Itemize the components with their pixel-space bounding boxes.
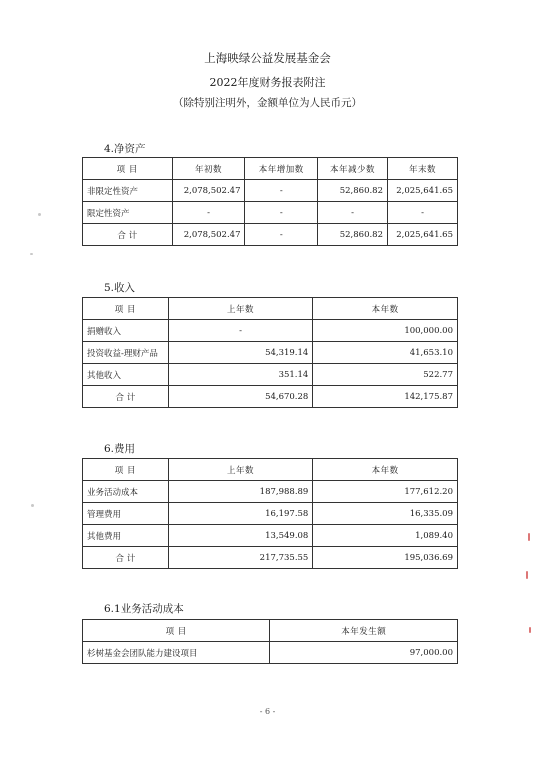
section-net-assets-label: 4.净资产 [104, 143, 146, 155]
table-cell: 187,988.89 [168, 481, 313, 503]
table-cell: 13,549.08 [168, 525, 313, 547]
table-cell: 16,335.09 [313, 503, 458, 525]
column-header: 本年数 [313, 459, 458, 481]
table-cell: 195,036.69 [313, 547, 458, 569]
table-cell: - [245, 180, 318, 202]
table-cell: 100,000.00 [313, 320, 458, 342]
table-cell: 217,735.55 [168, 547, 313, 569]
scan-speck [38, 213, 41, 216]
table-cell: 41,653.10 [313, 342, 458, 364]
column-header: 本年发生额 [270, 620, 458, 642]
table-cell: 351.14 [168, 364, 313, 386]
table-cell: 97,000.00 [270, 642, 458, 664]
row-label: 其他收入 [83, 364, 169, 386]
table-cell: - [318, 202, 388, 224]
red-edge-mark [529, 627, 531, 633]
table-row [83, 525, 458, 547]
income-table [82, 297, 458, 408]
currency-note: （除特别注明外，金额单位为人民币元） [173, 97, 362, 109]
table-cell: - [388, 202, 458, 224]
row-label: 捐赠收入 [83, 320, 169, 342]
row-label: 杉树基金会团队能力建设项目 [83, 642, 270, 664]
total-row [83, 224, 458, 246]
table-header-row [83, 620, 458, 642]
section-expenses-label: 6.费用 [104, 443, 136, 455]
column-header: 项 目 [83, 459, 169, 481]
red-edge-mark [526, 571, 528, 579]
table-row [83, 180, 458, 202]
expenses-table [82, 458, 458, 569]
row-label: 非限定性资产 [83, 180, 173, 202]
column-header: 本年减少数 [318, 158, 388, 180]
table-cell: 2,078,502.47 [172, 180, 245, 202]
table-row [83, 202, 458, 224]
report-title: 2022年度财务报表附注 [209, 76, 326, 89]
table-header-row [83, 298, 458, 320]
column-header: 本年增加数 [245, 158, 318, 180]
table-cell: 2,078,502.47 [172, 224, 245, 246]
row-label: 业务活动成本 [83, 481, 169, 503]
column-header: 上年数 [168, 298, 313, 320]
table-cell: - [245, 224, 318, 246]
section-business-cost-label: 6.1业务活动成本 [104, 603, 184, 615]
column-header: 本年数 [313, 298, 458, 320]
column-header: 项 目 [83, 298, 169, 320]
page-number: - 6 - [259, 707, 276, 716]
table-cell: 52,860.82 [318, 180, 388, 202]
total-row [83, 386, 458, 408]
table-cell: 54,670.28 [168, 386, 313, 408]
table-row [83, 503, 458, 525]
table-cell: 54,319.14 [168, 342, 313, 364]
red-edge-mark [528, 533, 530, 541]
table-row [83, 364, 458, 386]
column-header: 年末数 [388, 158, 458, 180]
scan-speck [30, 253, 33, 255]
column-header: 年初数 [172, 158, 245, 180]
table-row [83, 642, 458, 664]
table-cell: 1,089.40 [313, 525, 458, 547]
business-cost-table [82, 619, 458, 664]
table-row [83, 481, 458, 503]
row-label: 合 计 [83, 547, 169, 569]
table-cell: - [172, 202, 245, 224]
net-assets-table [82, 157, 458, 246]
table-cell: - [245, 202, 318, 224]
organization-title: 上海映绿公益发展基金会 [204, 51, 331, 65]
row-label: 投资收益-理财产品 [83, 342, 169, 364]
table-cell: 142,175.87 [313, 386, 458, 408]
total-row [83, 547, 458, 569]
table-cell: 2,025,641.65 [388, 180, 458, 202]
table-cell: 52,860.82 [318, 224, 388, 246]
row-label: 合 计 [83, 224, 173, 246]
table-cell: 522.77 [313, 364, 458, 386]
table-header-row [83, 158, 458, 180]
table-row [83, 342, 458, 364]
table-row [83, 320, 458, 342]
table-cell: 177,612.20 [313, 481, 458, 503]
table-cell: 2,025,641.65 [388, 224, 458, 246]
scan-speck [31, 504, 34, 507]
row-label: 限定性资产 [83, 202, 173, 224]
column-header: 项 目 [83, 620, 270, 642]
table-header-row [83, 459, 458, 481]
section-income-label: 5.收入 [104, 282, 136, 294]
column-header: 上年数 [168, 459, 313, 481]
table-cell: 16,197.58 [168, 503, 313, 525]
row-label: 合 计 [83, 386, 169, 408]
column-header: 项 目 [83, 158, 173, 180]
row-label: 管理费用 [83, 503, 169, 525]
row-label: 其他费用 [83, 525, 169, 547]
table-cell: - [168, 320, 313, 342]
